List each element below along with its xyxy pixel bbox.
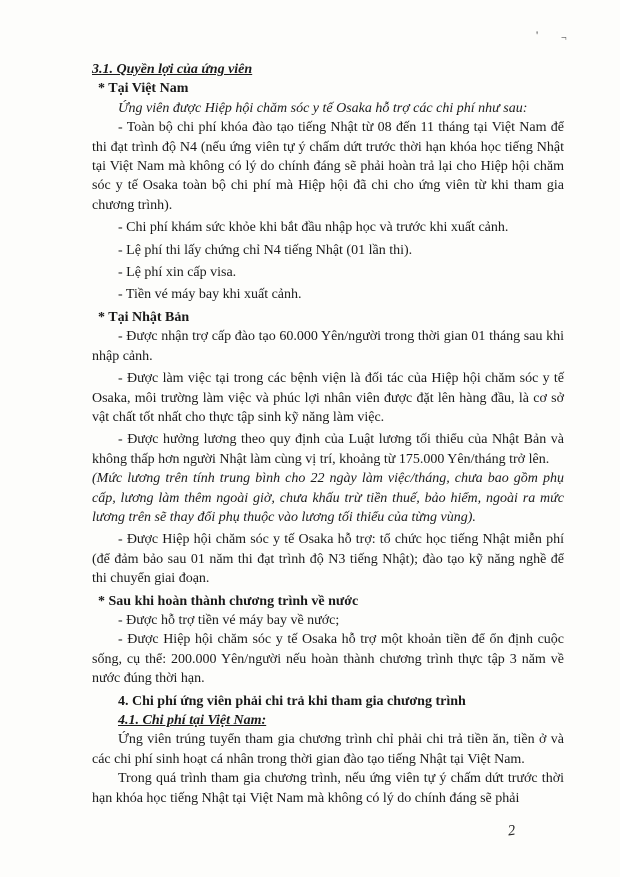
- page-number: 2: [506, 822, 517, 840]
- vn-item-1: - Toàn bộ chi phí khóa đào tạo tiếng Nhật từ 08 đến 11 tháng tại Việt Nam để thi đạt trình độ N4 (nếu ứng viên tự ý chấm dứt trước thời hạn khóa học tiếng Nhật tại Việt Nam mà không có lý do chính đáng sẽ phải hoàn trả lại cho Hiệp hội chăm sóc y tế Osaka toàn bộ chi phí mà Hiệp hội đã chi cho ứng viên từ khi tham gia chương trình).: [92, 120, 564, 213]
- return-item-1: - Được hỗ trợ tiền vé máy bay về nước;: [118, 612, 340, 628]
- jp-salary-note: (Mức lương trên tính trung bình cho 22 ngày làm việc/tháng, chưa bao gồm phụ cấp, lương làm thêm ngoài giờ, chưa khấu trừ tiền thuế, bảo hiểm, ngoài ra mức lương trên sẽ thay đổi phụ thuộc vào lương tối thiểu của từng vùng).: [92, 471, 564, 525]
- section-4-1-para-1: Ứng viên trúng tuyển tham gia chương trình chỉ phải chi trả tiền ăn, tiền ở và các chi phí sinh hoạt cá nhân trong thời gian đào tạo tiếng Nhật tại Việt Nam.: [92, 732, 564, 767]
- vn-item-3: - Lệ phí thi lấy chứng chỉ N4 tiếng Nhật (01 lần thi).: [118, 242, 413, 258]
- section-4-title: 4. Chi phí ứng viên phải chi trả khi tham gia chương trình: [118, 693, 466, 709]
- return-heading: * Sau khi hoàn thành chương trình về nước: [98, 593, 359, 609]
- corner-mark: ': [536, 28, 539, 42]
- jp-item-2: - Được làm việc tại trong các bệnh viện là đối tác của Hiệp hội chăm sóc y tế Osaka, môi trường làm việc và phúc lợi nhân viên được đặt lên hàng đầu, là cơ sở vật chất tốt nhất cho thực tập sinh kỹ năng làm việc.: [92, 371, 564, 425]
- section-3-1-title: 3.1. Quyền lợi của ứng viên: [92, 62, 253, 77]
- section-4-1-para-2: Trong quá trình tham gia chương trình, nếu ứng viên tự ý chấm dứt trước thời hạn khóa học tiếng Nhật tại Việt Nam mà không có lý do chính đáng sẽ phải: [92, 771, 564, 806]
- jp-heading: * Tại Nhật Bản: [98, 309, 190, 325]
- document-body: [92, 60, 564, 808]
- vn-intro: Ứng viên được Hiệp hội chăm sóc y tế Osaka hỗ trợ các chi phí như sau:: [118, 100, 528, 116]
- vn-heading: * Tại Việt Nam: [98, 81, 189, 97]
- jp-training: - Được Hiệp hội chăm sóc y tế Osaka hỗ trợ: tổ chức học tiếng Nhật miễn phí (để đảm bảo sau 01 năm thi đạt trình độ N3 tiếng Nhật); đào tạo kỹ năng nghề để thi chuyển giai đoạn.: [92, 532, 564, 587]
- vn-item-4: - Lệ phí xin cấp visa.: [118, 265, 237, 281]
- return-item-2: - Được Hiệp hội chăm sóc y tế Osaka hỗ trợ một khoản tiền để ổn định cuộc sống, cụ thể: 200.000 Yên/người nếu hoàn thành chương trình thực tập 3 năm về nước đúng thời hạn.: [92, 632, 564, 687]
- corner-tick: ¬: [561, 33, 567, 44]
- section-4-1-title: 4.1. Chi phí tại Việt Nam:: [118, 713, 267, 728]
- vn-item-5: - Tiền vé máy bay khi xuất cảnh.: [118, 287, 302, 303]
- jp-item-3: - Được hưởng lương theo quy định của Luật lương tối thiểu của Nhật Bản và không thấp hơn người Nhật làm cùng vị trí, khoảng từ 175.000 Yên/tháng trở lên.: [92, 432, 564, 467]
- vn-item-2: - Chi phí khám sức khỏe khi bắt đầu nhập học và trước khi xuất cảnh.: [118, 220, 509, 236]
- jp-item-1: - Được nhận trợ cấp đào tạo 60.000 Yên/người trong thời gian 01 tháng sau khi nhập cảnh.: [92, 329, 564, 364]
